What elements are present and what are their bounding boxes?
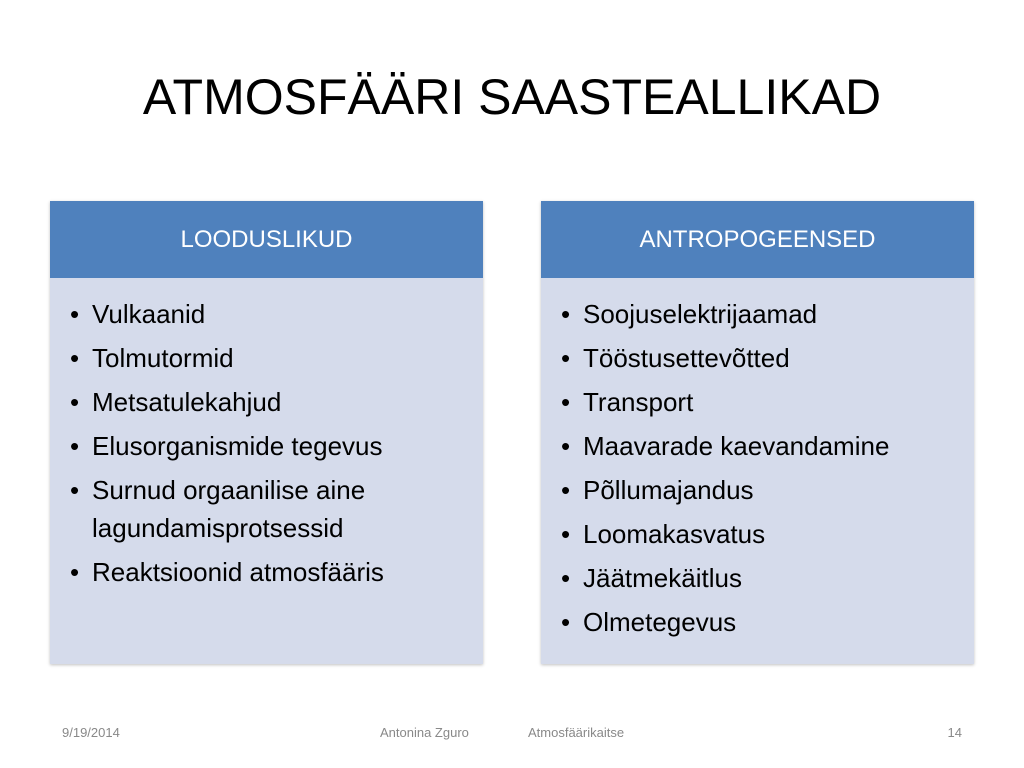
natural-sources-column bbox=[50, 201, 483, 664]
list-item-text: Vulkaanid bbox=[92, 299, 206, 329]
list-item-text: Maavarade kaevandamine bbox=[583, 431, 890, 461]
list-item bbox=[70, 383, 473, 421]
bullet-icon: • bbox=[561, 475, 571, 505]
natural-sources-header: LOODUSLIKUD bbox=[50, 201, 483, 278]
list-item bbox=[561, 427, 964, 465]
list-item bbox=[561, 559, 964, 597]
list-item bbox=[70, 339, 473, 377]
footer-author: Antonina Zguro bbox=[380, 725, 469, 740]
list-item bbox=[561, 383, 964, 421]
bullet-icon: • bbox=[561, 343, 571, 373]
bullet-icon: • bbox=[70, 431, 80, 461]
list-item-text: Põllumajandus bbox=[583, 475, 754, 505]
bullet-icon: • bbox=[70, 557, 80, 587]
anthropogenic-sources-list bbox=[541, 278, 974, 641]
bullet-icon: • bbox=[70, 343, 80, 373]
anthropogenic-sources-column bbox=[541, 201, 974, 664]
list-item bbox=[561, 339, 964, 377]
bullet-icon: • bbox=[561, 607, 571, 637]
list-item bbox=[70, 295, 473, 333]
list-item-text: Transport bbox=[583, 387, 694, 417]
list-item bbox=[561, 515, 964, 553]
footer-topic: Atmosfäärikaitse bbox=[528, 725, 625, 740]
list-item-text: Tööstusettevõtted bbox=[583, 343, 790, 373]
slide-title: ATMOSFÄÄRI SAASTEALLIKAD bbox=[142, 69, 882, 125]
footer-date: 9/19/2014 bbox=[62, 725, 120, 740]
list-item bbox=[561, 295, 964, 333]
bullet-icon: • bbox=[561, 519, 571, 549]
list-item-text: Reaktsioonid atmosfääris bbox=[92, 557, 384, 587]
list-item-text: Soojuselektrijaamad bbox=[583, 299, 818, 329]
list-item bbox=[561, 471, 964, 509]
footer-page-number: 14 bbox=[947, 725, 962, 740]
list-item-text: Olmetegevus bbox=[583, 607, 737, 637]
bullet-icon: • bbox=[561, 563, 571, 593]
bullet-icon: • bbox=[70, 475, 80, 505]
list-item-text: Tolmutormid bbox=[92, 343, 234, 373]
list-item bbox=[70, 471, 473, 547]
anthropogenic-sources-header: ANTROPOGEENSED bbox=[541, 201, 974, 278]
list-item bbox=[561, 603, 964, 641]
list-item-text: Loomakasvatus bbox=[583, 519, 766, 549]
natural-sources-list bbox=[50, 278, 483, 591]
bullet-icon: • bbox=[70, 299, 80, 329]
list-item-text: Jäätmekäitlus bbox=[583, 563, 742, 593]
list-item-text: Elusorganismide tegevus bbox=[92, 431, 383, 461]
list-item-text: Surnud orgaanilise aine lagundamisprotsessid bbox=[92, 475, 366, 543]
bullet-icon: • bbox=[70, 387, 80, 417]
list-item bbox=[70, 553, 473, 591]
list-item bbox=[70, 427, 473, 465]
bullet-icon: • bbox=[561, 387, 571, 417]
bullet-icon: • bbox=[561, 431, 571, 461]
list-item-text: Metsatulekahjud bbox=[92, 387, 282, 417]
bullet-icon: • bbox=[561, 299, 571, 329]
